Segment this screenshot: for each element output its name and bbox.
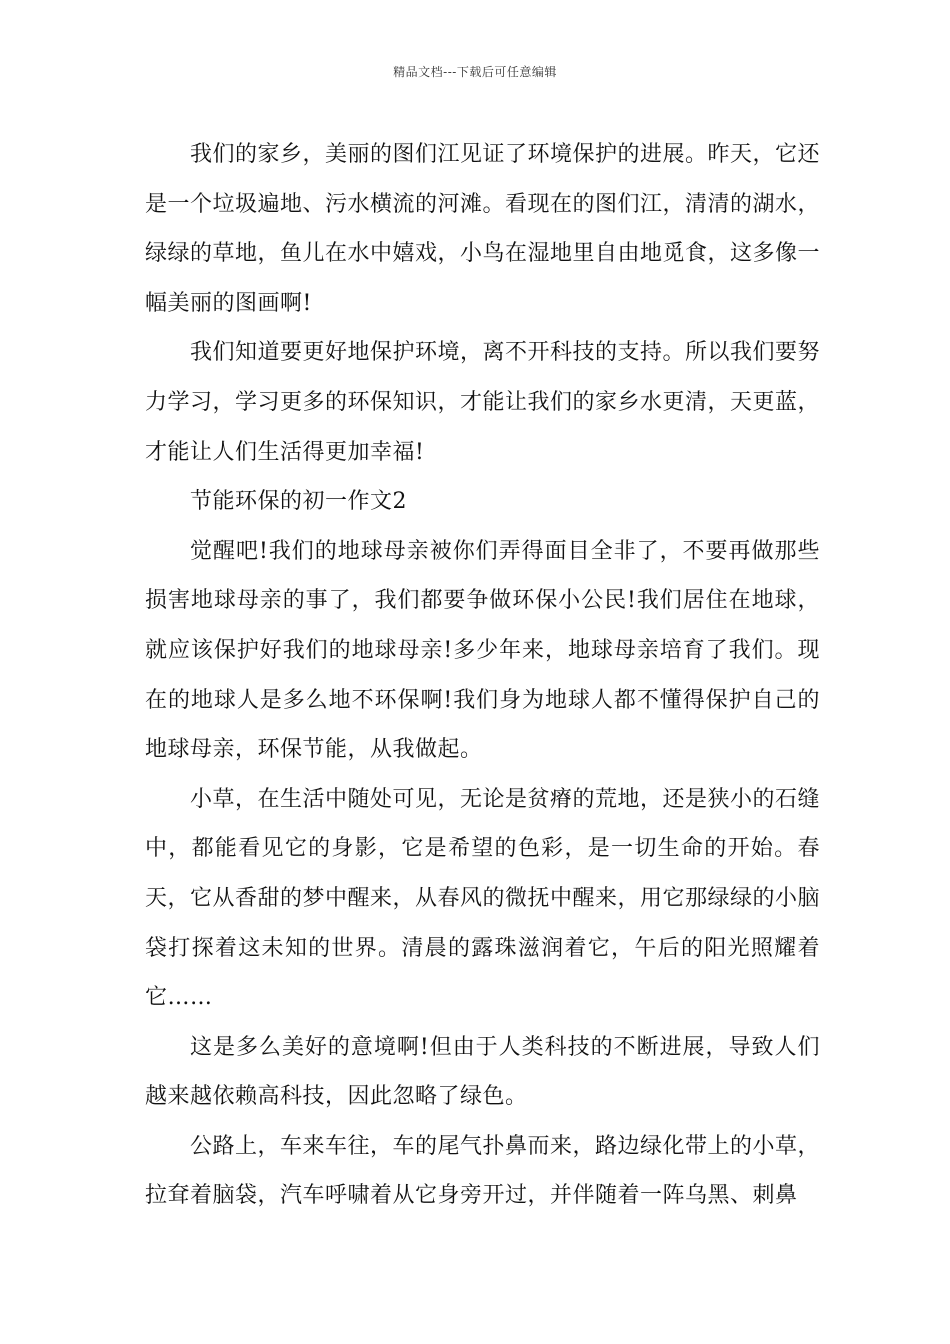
paragraph-wake-up: 觉醒吧!我们的地球母亲被你们弄得面目全非了，不要再做那些损害地球母亲的事了，我们都要争做环保小公民!我们居住在地球，就应该保护好我们的地球母亲!多少年来，地球母亲培育了我们。现在的地球人是多么地不环保啊!我们身为地球人都不懂得保护自己的地球母亲，环保节能，从我做起。 — [145, 538, 820, 763]
essay-heading: 节能环保的初一作文2 — [190, 489, 407, 515]
page-header: 精品文档---下载后可任意编辑 — [393, 65, 557, 79]
paragraph-technology: 我们知道要更好地保护环境，离不开科技的支持。所以我们要努力学习，学习更多的环保知识，才能让我们的家乡水更清，天更蓝，才能让人们生活得更加幸福! — [145, 340, 821, 465]
paragraph-road: 公路上，车来车往，车的尾气扑鼻而来，路边绿化带上的小草，拉耷着脑袋，汽车呼啸着从它身旁开过，并伴随着一阵乌黑、刺鼻 — [145, 1133, 821, 1209]
paragraph-grass: 小草，在生活中随处可见，无论是贫瘠的荒地，还是狭小的石缝中，都能看见它的身影，它是希望的色彩，是一切生命的开始。春天，它从香甜的梦中醒来，从春风的微抚中醒来，用它那绿绿的小脑袋打探着这未知的世界。清晨的露珠滋润着它，午后的阳光照耀着它…… — [145, 786, 821, 1011]
paragraph-hometown: 我们的家乡，美丽的图们江见证了环境保护的进展。昨天，它还是一个垃圾遍地、污水横流的河滩。看现在的图们江，清清的湖水，绿绿的草地，鱼儿在水中嬉戏，小鸟在湿地里自由地觅食，这多像一幅美丽的图画啊! — [145, 142, 821, 316]
paragraph-beautiful: 这是多么美好的意境啊!但由于人类科技的不断进展，导致人们越来越依赖高科技，因此忽略了绿色。 — [145, 1034, 820, 1110]
article-body — [145, 130, 820, 1221]
